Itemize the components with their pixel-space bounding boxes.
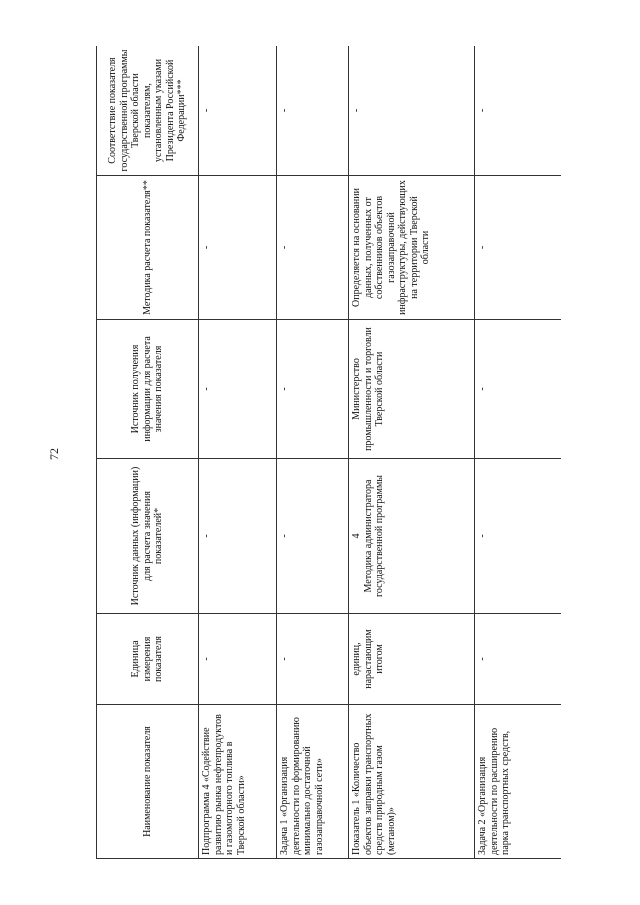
indicator-name: Показатель 1 «Количество объектов заправки транспортных средств природным газом (метаном)» [349,705,475,859]
indicator-name: Подпрограмма 4 «Содействие развитию рынка нефтепродуктов и газомоторного топлива в Тверской области» [199,705,277,859]
column-header: Наименование показателя [97,705,199,859]
header-row [97,46,199,859]
info-source-cell: - [475,320,562,459]
method-cell: - [475,176,562,320]
unit-cell: - [475,614,562,705]
method-cell: Определяется на основании данных, полученных от собственников объектов газозаправочной инфраструктуры, действующих на территории Тверской области [349,176,475,320]
table-container [96,46,561,859]
method-cell: - [199,176,277,320]
column-header: Методика расчета показателя** [97,176,199,320]
column-header: Единица измерения показателя [97,614,199,705]
table-row [277,46,349,859]
table-row [199,46,277,859]
decree-cell: - [349,46,475,176]
data-source-cell: - [475,459,562,614]
unit-cell: - [199,614,277,705]
info-source-cell: Министерство промышленности и торговли Тверской области [349,320,475,459]
unit-cell: единиц, нарастающим итогом [349,614,475,705]
info-source-cell: - [199,320,277,459]
data-source-cell: - [199,459,277,614]
column-header: Источник данных (информации) для расчета значения показателей* [97,459,199,614]
data-source-cell [349,459,475,614]
indicators-table [96,46,561,859]
method-cell: - [277,176,349,320]
table-row [475,46,562,859]
table-row [349,46,475,859]
indicator-name: Задача 1 «Организация деятельности по формированию минимально достаточной газозаправочной сети» [277,705,349,859]
unit-cell: - [277,614,349,705]
data-source-cell: - [277,459,349,614]
decree-cell: - [277,46,349,176]
column-header: Источник получения информации для расчета значения показателя [97,320,199,459]
decree-cell: - [199,46,277,176]
data-source-text: Методика администратора государственной программы [362,474,385,598]
decree-cell: - [475,46,562,176]
indicator-name: Задача 2 «Организация деятельности по расширению парка транспортных средств, [475,705,562,859]
page-number: 72 [47,448,61,460]
info-source-cell: - [277,320,349,459]
data-source-number: 4 [351,533,362,539]
column-header: Соответствие показателя государственной программы Тверской области показателям, установленным указами Президента Российской Федерации*** [97,46,199,176]
